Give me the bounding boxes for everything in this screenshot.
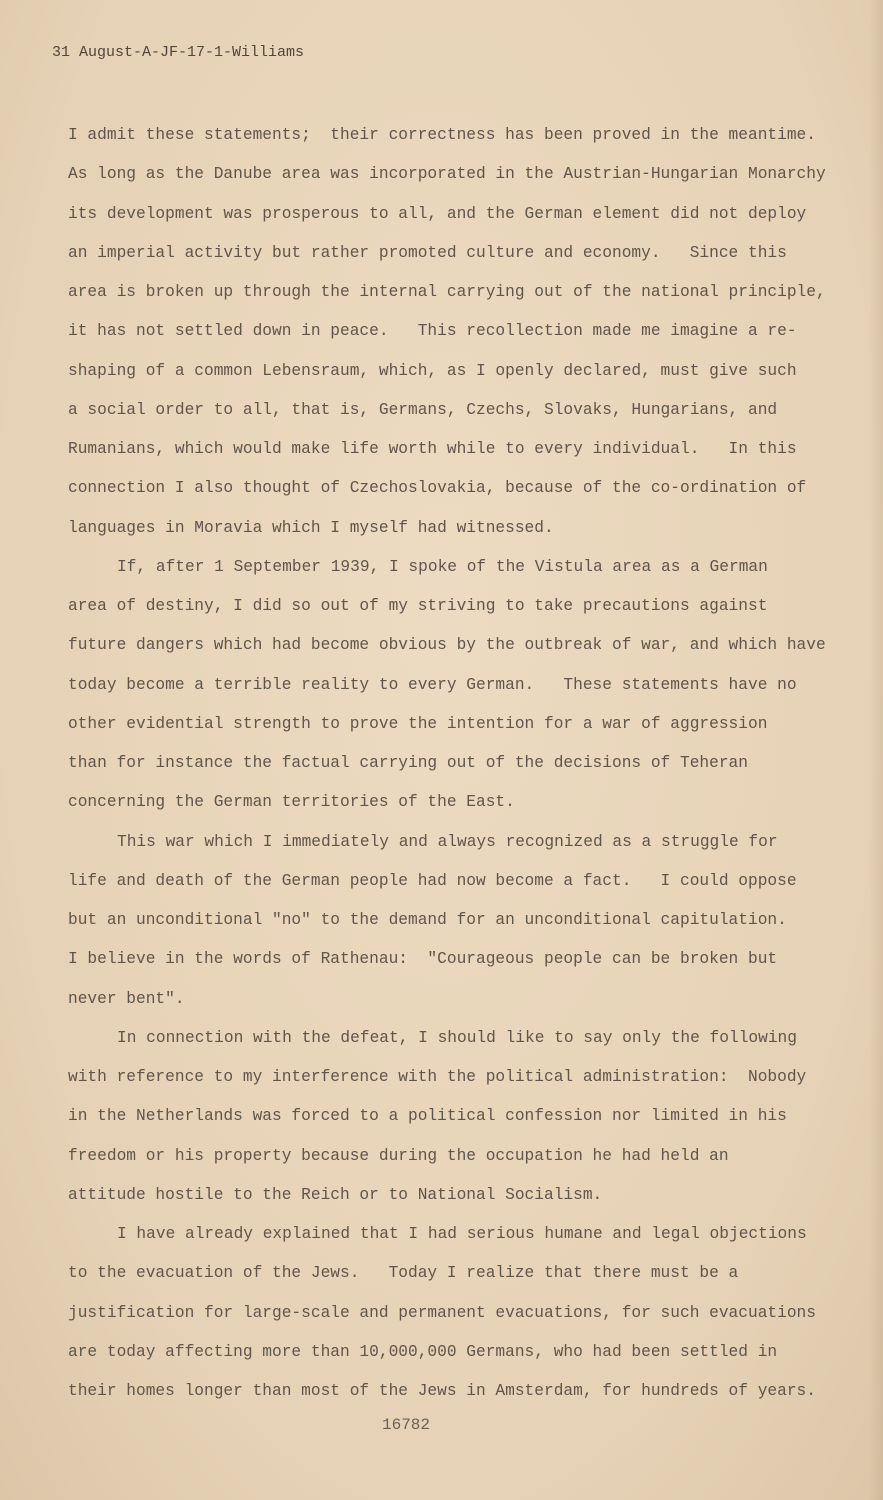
document-header: 31 August-A-JF-17-1-Williams — [52, 44, 305, 61]
text-line: an imperial activity but rather promoted culture and economy. Since this — [68, 243, 787, 262]
text-line: If, after 1 September 1939, I spoke of the Vistula area as a German — [117, 557, 768, 576]
paragraph — [68, 116, 858, 548]
text-line: As long as the Danube area was incorporated in the Austrian-Hungarian Monarchy — [68, 165, 826, 184]
text-line: connection I also thought of Czechoslovakia, because of the co-ordination of — [68, 479, 807, 498]
text-line: it has not settled down in peace. This recollection made me imagine a re- — [68, 322, 797, 341]
paragraph — [68, 1019, 858, 1215]
text-line: justification for large-scale and permanent evacuations, for such evacuations — [68, 1303, 816, 1322]
document-body — [68, 116, 858, 1411]
text-line: concerning the German territories of the East. — [68, 793, 515, 812]
text-line: to the evacuation of the Jews. Today I realize that there must be a — [68, 1264, 739, 1283]
text-line: This war which I immediately and always recognized as a struggle for — [117, 832, 778, 851]
text-line: are today affecting more than 10,000,000 Germans, who had been settled in — [68, 1342, 778, 1361]
text-line: today become a terrible reality to every German. These statements have no — [68, 675, 797, 694]
text-line: with reference to my interference with the political administration: Nobody — [68, 1068, 807, 1086]
text-line: shaping of a common Lebensraum, which, as I openly declared, must give such — [68, 361, 797, 380]
text-line: in the Netherlands was forced to a political confession nor limited in his — [68, 1107, 787, 1126]
text-line: a social order to all, that is, Germans, Czechs, Slovaks, Hungarians, and — [68, 400, 778, 419]
text-line: I have already explained that I had serious humane and legal objections — [117, 1225, 807, 1243]
paragraph — [68, 1215, 858, 1411]
text-line: than for instance the factual carrying out of the decisions of Teheran — [68, 754, 748, 772]
text-line: Rumanians, which would make life worth while to every individual. In this — [68, 440, 797, 458]
paragraph — [68, 823, 858, 1019]
paper-edge-shadow — [869, 0, 883, 1500]
text-line: area of destiny, I did so out of my striving to take precautions against — [68, 597, 768, 615]
text-line: languages in Moravia which I myself had witnessed. — [68, 518, 554, 537]
text-line: area is broken up through the internal carrying out of the national principle, — [68, 283, 826, 301]
text-line: never bent". — [68, 989, 185, 1008]
text-line: life and death of the German people had now become a fact. I could oppose — [68, 871, 797, 890]
page-number: 16782 — [382, 1416, 431, 1434]
text-line: I believe in the words of Rathenau: "Courageous people can be broken but — [68, 950, 778, 969]
text-line: In connection with the defeat, I should like to say only the following — [117, 1028, 797, 1047]
text-line: its development was prosperous to all, and the German element did not deploy — [68, 204, 807, 223]
text-line: other evidential strength to prove the intention for a war of aggression — [68, 714, 768, 733]
text-line: attitude hostile to the Reich or to National Socialism. — [68, 1185, 603, 1204]
text-line: but an unconditional "no" to the demand for an unconditional capitulation. — [68, 911, 787, 929]
paragraph — [68, 548, 858, 823]
text-line: freedom or his property because during the occupation he had held an — [68, 1146, 729, 1165]
text-line: their homes longer than most of the Jews in Amsterdam, for hundreds of years. — [68, 1382, 816, 1400]
text-line: future dangers which had become obvious by the outbreak of war, and which have — [68, 636, 826, 655]
text-line: I admit these statements; their correctness has been proved in the meantime. — [68, 126, 816, 144]
